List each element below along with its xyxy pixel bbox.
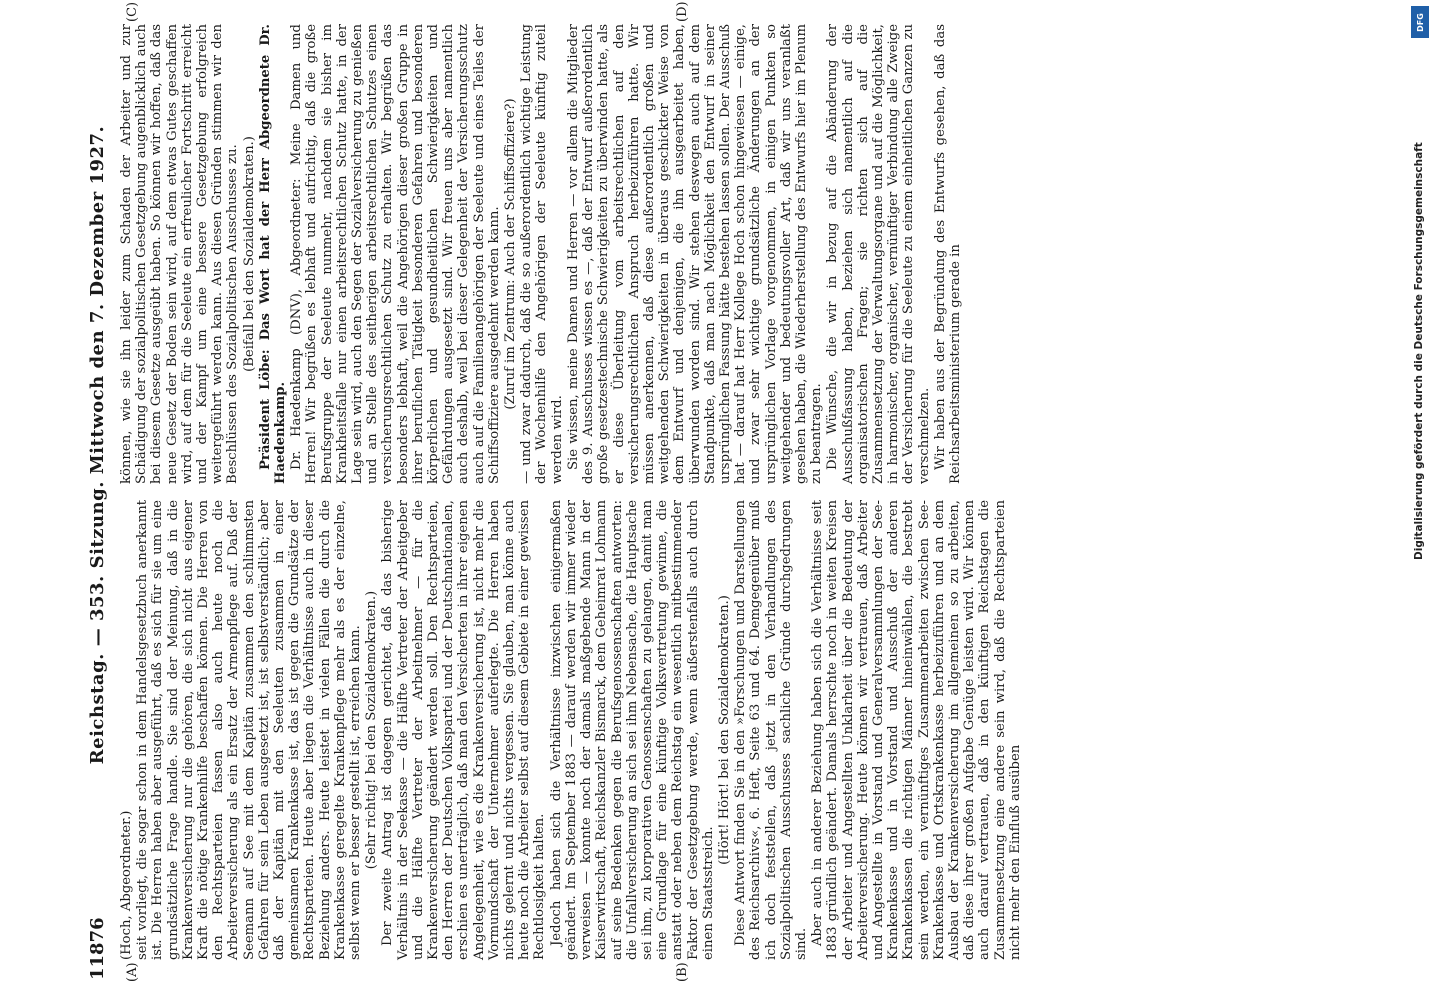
paragraph: können, wie sie ihn leider zum Schaden der Arbeiter und zur Schädigung der sozialpolitischen Gesetzgebung augenblicklich auch bei diesem Gesetze ausgeübt haben. So können wir hoffen, daß das neue Gesetz der Boden sein wird, auf dem etwas Gutes geschaffen wird, auf dem für die Seeleute ein erfreulicher Fortschritt erreicht und der Kampf um eine bessere Gesetzgebung erfolgreich weitergeführt werden kann. Aus diesen Gründen stimmen wir den Beschlüssen des Sozialpolitischen Ausschusses zu.	[119, 24, 241, 484]
right-column	[119, 24, 964, 484]
paragraph: Die Wünsche, die wir in bezug auf die Abänderung der Ausschußfassung haben, beziehen sich namentlich auf die organisatorischen Fragen; sie richten sich auf die Zusammensetzung der Verwaltungsorgane und auf die Möglichkeit, in harmonischer, organischer, vernünftiger Verbindung alle Zweige der Versicherung für die Seeleute zu einem einheitlichen Ganzen zu verschmelzen.	[825, 24, 932, 484]
dfg-logo-text: DFG	[1415, 12, 1425, 32]
paragraph: — und zwar dadurch, daß die so außerordentlich wichtige Leistung der Wochenhilfe den Angehörigen der Seeleute künftig zuteil werden wird.	[519, 24, 565, 484]
margin-marker-d: (D)	[675, 1, 690, 22]
page-header	[83, 20, 111, 980]
interjection: (Zuruf im Zentrum: Auch der Schiffsoffiziere?)	[503, 98, 519, 410]
interjection: (Beifall bei den Sozialdemokraten.)	[241, 136, 257, 372]
paragraph: Wir haben aus der Begründung des Entwurfs gesehen, daß das Reichsarbeitsministerium gerade in	[932, 24, 963, 484]
paragraph: Sie wissen, meine Damen und Herren — vor allem die Mitglieder des 9. Ausschusses wissen es —, daß der Entwurf außerordentlich große gesetzestechnische Schwierigkeiten zu überwinden hatte, als er diese Überleitung vom arbeitsrechtlichen auf den versicherungsrechtlichen Anspruch herbeizuführen hatte. Wir müssen anerkennen, daß diese außerordentlich großen und weitgehenden Schwierigkeiten in überaus geschickter Weise von dem Entwurf und denjenigen, die ihn ausgearbeitet haben, überwunden worden sind. Wir stehen deswegen auch auf dem Standpunkte, daß man nach Möglichkeit den Entwurf in seiner ursprünglichen Fassung hätte bestehen lassen sollen. Der Ausschuß hat — darauf hat Herr Kollege Hoch schon hingewiesen — einige, und zwar sehr wichtige grundsätzliche Änderungen an der ursprünglichen Vorlage vorgenommen, in einigen Punkten so weitgehender und bedeutungsvoller Art, daß wir uns veranlaßt gesehen haben, die Wiederherstellung des Entwurfs hier im Plenum zu beantragen.	[565, 24, 825, 484]
rotated-page	[75, 0, 1305, 1000]
speaker-paragraph: Dr. Haedenkamp (DNV), Abgeordneter: Meine Damen und Herren! Wir begrüßen es lebhaft und aufrichtig, daß die große Berufsgruppe der Seeleute nunmehr, nachdem sie bisher im Krankheitsfalle nur einen arbeitsrechtlichen Schutz hatte, in der Lage sein wird, auch den Segen der Sozialversicherung zu genießen und an Stelle des seitherigen arbeitsrechtlichen Schutzes einen versicherungsrechtlichen Schutz zu erhalten. Wir begrüßen das besonders lebhaft, weil die Angehörigen dieser großen Gruppe in ihrer beruflichen Tätigkeit besonderen Gefahren und besonderen körperlichen und gesundheitlichen Schwierigkeiten und Gefährdungen ausgesetzt sind. Wir freuen uns aber namentlich auch deshalb, weil bei dieser Gelegenheit der Versicherungsschutz auch auf die Familienangehörigen der Seeleute und eines Teiles der Schiffsoffiziere ausgedehnt werden kann.	[289, 24, 502, 484]
margin-marker-c: (C)	[125, 1, 140, 22]
digitization-credit: Digitalisierung gefördert durch die Deutsche Forschungsgemeinschaft	[1413, 142, 1425, 560]
interjection: (Hört! Hört! bei den Sozialdemokraten.)	[716, 595, 732, 865]
page-title: Reichstag. — 353. Sitzung. Mittwoch den 7. Dezember 1927.	[86, 125, 108, 765]
speaker-continuation: (Hoch, Abgeordneter.)	[119, 810, 134, 960]
margin-marker-a: (A)	[125, 962, 140, 982]
paragraph: Jedoch haben sich die Verhältnisse inzwischen einigermaßen geändert. Im September 1883 — darauf werden wir immer wieder verweisen — konnte noch der damals maßgebende Mann in der Kaiserwirtschaft, Reichskanzler Bismarck, dem Geheimrat Lohmann auf seine Bedenken gegen die Berufsgenossenschaften antworten: die Unfallversicherung an sich sei ihm Nebensache, die Hauptsache sei ihm, zu korporativen Genossenschaften zu gelangen, damit man eine Grundlage für eine künftige Volksvertretung gewinne, die anstatt oder neben dem Reichstag ein wesentlich mitbestimmender Faktor der Gesetzgebung werde, wenn äußerstenfalls auch durch einen Staatsstreich.	[548, 500, 716, 960]
left-column	[119, 500, 1024, 960]
paragraph: Der zweite Antrag ist dagegen gerichtet, daß das bisherige Verhältnis in der Seekasse — die Hälfte Vertreter der Arbeitgeber und die Hälfte Vertreter der Arbeitnehmer — für die Krankenversicherung geändert werden soll. Den Rechtsparteien, den Herren der Deutschen Volkspartei und der Deutschnationalen, erschien es unerträglich, daß man den Versicherten in ihrer eigenen Angelegenheit, wie es die Krankenversicherung ist, nicht mehr die Vormundschaft der Unternehmer auferlegte. Die Herren haben nichts gelernt und nichts vergessen. Sie glauben, man könne auch heute noch die Arbeiter selbst auf diesem Gebiete in einer gewissen Rechtlosigkeit halten.	[380, 500, 548, 960]
digitization-sidebar	[1408, 0, 1434, 1000]
interjection: (Sehr richtig! bei den Sozialdemokraten.)	[364, 590, 380, 870]
dfg-logo	[1411, 6, 1429, 38]
speaker-paragraph: Präsident Löbe: Das Wort hat der Herr Abgeordnete Dr. Haedenkamp.	[257, 24, 289, 484]
paragraph: seit vorliegt, die sogar schon in dem Handelsgesetzbuch anerkannt ist. Die Herren haben aber ausgeführt, daß es sich für sie um eine grundsätzliche Frage handle. Sie sind der Meinung, daß in die Krankenversicherung nur die gehören, die sich nicht aus eigener Kraft die nötige Krankenhilfe beschaffen können. Die Herren von den Rechtsparteien fassen also auch heute noch die Arbeiterversicherung als ein Ersatz der Armenpflege auf. Daß der Seemann auf See mit dem Kapitän zusammen den schlimmsten Gefahren für sein Leben ausgesetzt ist, ist selbstverständlich; aber daß der Kapitän mit den Seeleuten zusammen in einer gemeinsamen Krankenkasse ist, das ist gegen die Grundsätze der Rechtsparteien. Heute aber liegen die Verhältnisse auch in dieser Beziehung anders. Heute leistet in vielen Fällen die durch die Krankenkasse geregelte Krankenpflege mehr als es der einzelne, selbst wenn er besser gestellt ist, erreichen kann.	[135, 500, 364, 960]
page-number: 11876	[86, 917, 108, 980]
margin-marker-b: (B)	[675, 962, 690, 982]
paragraph: Diese Antwort finden Sie in den »Forschungen und Darstellungen des Reichsarchivs«, 6. Heft, Seite 63 und 64. Demgegenüber muß ich doch feststellen, daß jetzt in den Verhandlungen des Sozialpolitischen Ausschusses sachliche Gründe durchgedrungen sind.	[733, 500, 809, 960]
paragraph: Aber auch in anderer Beziehung haben sich die Verhältnisse seit 1883 gründlich geändert. Damals herrschte noch in weiten Kreisen der Arbeiter und Angestellten Unklarheit über die Bedeutung der Arbeiterversicherung. Heute können wir vertrauen, daß Arbeiter und Angestellte in Vorstand und Generalversammlungen der See-Krankenkasse und in Vorstand und Ausschuß der anderen Krankenkassen die richtigen Männer hineinwählen, die bestrebt sein werden, ein vernünftiges Zusammenarbeiten zwischen See-Krankenkasse und Ortskrankenkasse herbeizuführen und an dem Ausbau der Krankenversicherung im allgemeinen so zu arbeiten, daß diese ihrer großen Aufgabe Genüge leisten wird. Wir können auch darauf vertrauen, daß in den künftigen Reichstagen die Zusammensetzung eine andere sein wird, daß die Rechtsparteien nicht mehr den Einfluß ausüben	[810, 500, 1023, 960]
